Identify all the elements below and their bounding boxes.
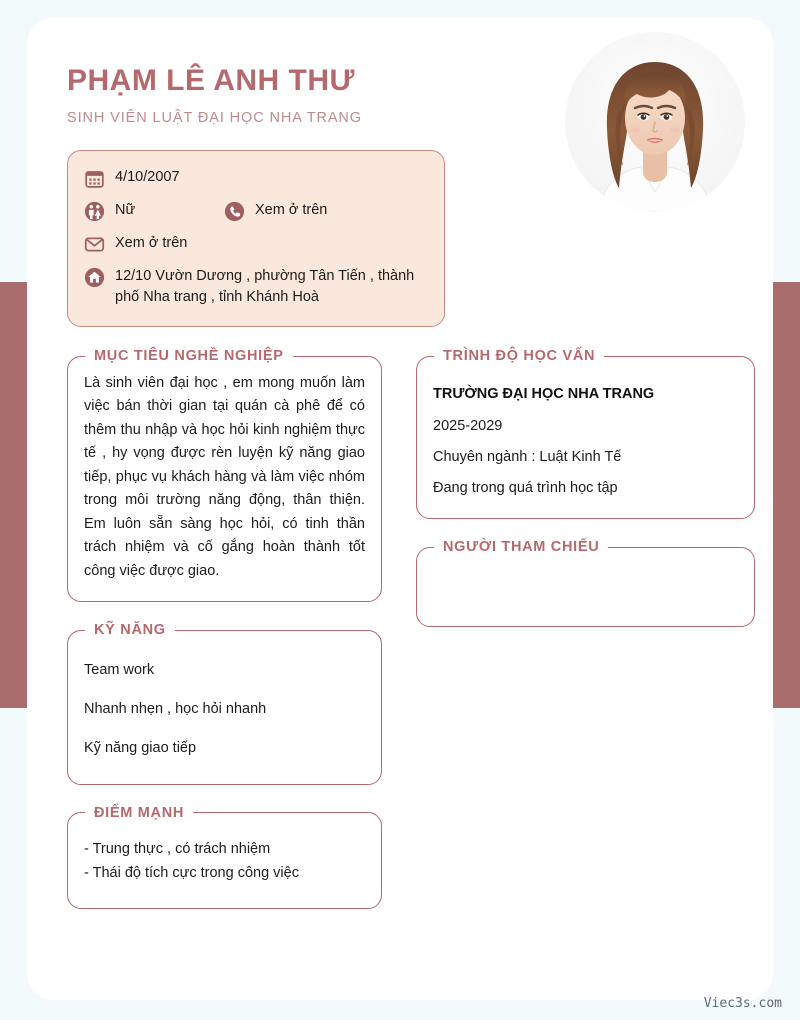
contact-gender-group bbox=[84, 200, 224, 222]
section-skills bbox=[67, 622, 382, 784]
list-item: Kỹ năng giao tiếp bbox=[84, 739, 197, 756]
education-years: 2025-2029 bbox=[433, 418, 503, 434]
home-icon bbox=[84, 267, 105, 288]
portrait-photo-icon bbox=[565, 32, 745, 212]
section-education bbox=[416, 348, 755, 519]
contact-box bbox=[67, 150, 445, 327]
right-column bbox=[416, 348, 755, 929]
section-strengths-body bbox=[68, 821, 381, 908]
section-skills-title: KỸ NĂNG bbox=[94, 622, 166, 639]
left-accent-bar bbox=[0, 282, 27, 708]
calendar-icon bbox=[84, 168, 105, 189]
cv-body bbox=[27, 348, 773, 929]
contact-row-gender-phone bbox=[84, 200, 426, 222]
cv-card bbox=[27, 18, 773, 1000]
section-objective-body bbox=[68, 364, 381, 601]
contact-row-birthdate bbox=[84, 167, 426, 189]
education-major: Chuyên ngành : Luật Kinh Tế bbox=[433, 449, 622, 465]
section-objective-title: MỤC TIÊU NGHỀ NGHIỆP bbox=[94, 348, 284, 364]
avatar bbox=[565, 32, 745, 212]
section-objective bbox=[67, 348, 382, 602]
gender-icon bbox=[84, 201, 105, 222]
contact-phone: Xem ở trên bbox=[255, 202, 328, 218]
right-accent-bar bbox=[773, 282, 800, 708]
section-references bbox=[416, 539, 755, 627]
section-education-body bbox=[417, 364, 754, 518]
watermark: Viec3s.com bbox=[703, 996, 782, 1011]
section-strengths-title: ĐIỂM MẠNH bbox=[94, 804, 185, 821]
candidate-subtitle: SINH VIÊN LUẬT ĐẠI HỌC NHA TRANG bbox=[67, 110, 362, 126]
cv-header bbox=[27, 18, 773, 348]
contact-row-address bbox=[84, 266, 426, 308]
candidate-name: PHẠM LÊ ANH THƯ bbox=[67, 64, 355, 97]
left-column bbox=[67, 348, 382, 929]
section-strengths bbox=[67, 805, 382, 909]
section-skills-body bbox=[68, 638, 381, 783]
list-item: Nhanh nhẹn , học hỏi nhanh bbox=[84, 701, 267, 718]
contact-row-email bbox=[84, 233, 426, 255]
contact-address: 12/10 Vườn Dương , phường Tân Tiến , thành phố Nha trang , tỉnh Khánh Hoà bbox=[115, 268, 415, 306]
list-item: Team work bbox=[84, 662, 155, 679]
section-references-title: NGƯỜI THAM CHIẾU bbox=[443, 539, 600, 555]
education-status: Đang trong quá trình học tập bbox=[433, 480, 618, 496]
objective-text: Là sinh viên đại học , em mong muốn làm việc bán thời gian tại quán cà phê để có thêm thu nhập và học hỏi kinh nghiệm thực tế , hy vọng được rèn luyện kỹ năng giao tiếp, phục vụ khách hàng và làm việc nhóm trong môi trường năng động, thân thiện. Em luôn sẵn sàng học hỏi, có tinh thần trách nhiệm và cố gắng hoàn thành tốt công việc được giao. bbox=[84, 375, 365, 579]
list-item: - Thái độ tích cực trong công việc bbox=[84, 865, 299, 882]
list-item: - Trung thực , có trách nhiệm bbox=[84, 840, 271, 857]
envelope-icon bbox=[84, 234, 105, 255]
contact-gender: Nữ bbox=[115, 202, 136, 218]
contact-email: Xem ở trên bbox=[115, 235, 188, 251]
contact-phone-group bbox=[224, 200, 327, 222]
education-school: TRƯỜNG ĐẠI HỌC NHA TRANG bbox=[433, 386, 655, 402]
section-education-title: TRÌNH ĐỘ HỌC VẤN bbox=[443, 348, 596, 364]
contact-birthdate: 4/10/2007 bbox=[115, 169, 180, 185]
phone-icon bbox=[224, 201, 245, 222]
